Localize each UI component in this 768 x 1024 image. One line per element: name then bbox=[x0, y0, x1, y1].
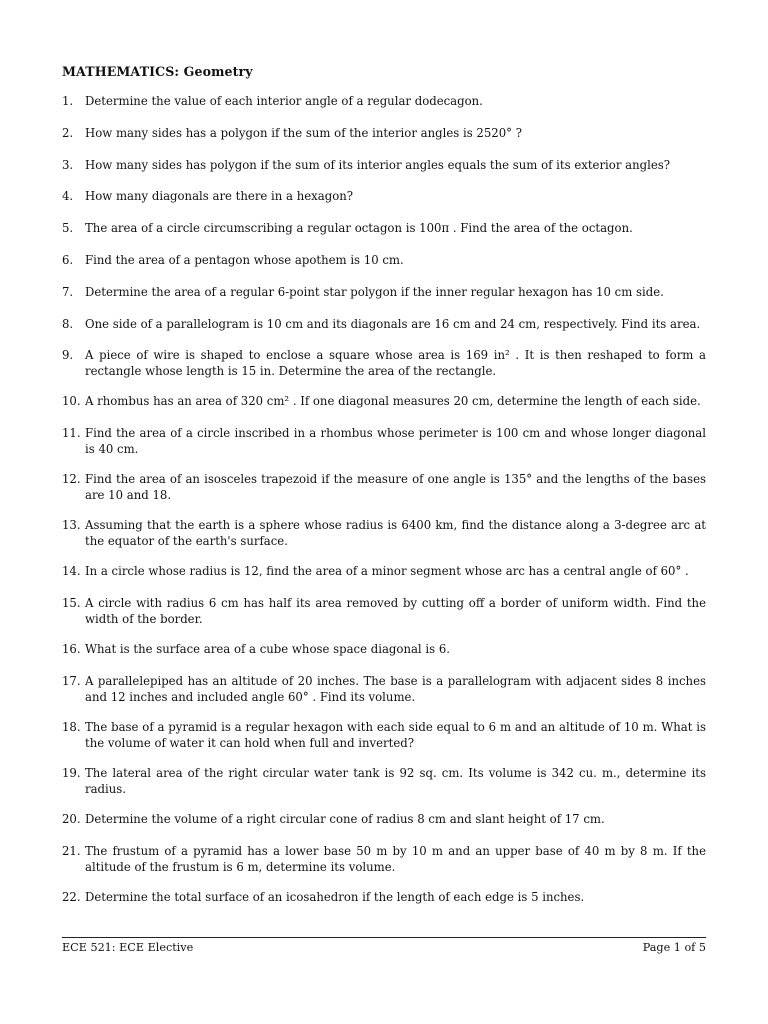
question-item bbox=[62, 425, 706, 457]
question-text: Determine the area of a regular 6-point star polygon if the inner regular hexagon has 10 cm side. bbox=[85, 284, 664, 299]
footer-course: ECE 521: ECE Elective bbox=[62, 941, 194, 954]
question-text: How many sides has polygon if the sum of its interior angles equals the sum of its exterior angles? bbox=[85, 157, 671, 172]
question-number: 3. bbox=[62, 157, 74, 172]
question-number: 8. bbox=[62, 316, 74, 331]
question-item bbox=[62, 393, 706, 409]
question-number: 15. bbox=[62, 595, 81, 610]
question-text: In a circle whose radius is 12, find the area of a minor segment whose arc has a central angle of 60° . bbox=[85, 564, 689, 579]
question-number: 19. bbox=[62, 765, 81, 780]
question-item bbox=[62, 252, 706, 268]
question-text: Find the area of a pentagon whose apothem is 10 cm. bbox=[85, 252, 404, 267]
question-number: 21. bbox=[62, 843, 81, 858]
question-item bbox=[62, 157, 706, 173]
question-text: A circle with radius 6 cm has half its area removed by cutting off a border of uniform width. Find the width of the border. bbox=[85, 595, 706, 626]
question-item bbox=[62, 125, 706, 141]
question-text: Determine the total surface of an icosahedron if the length of each edge is 5 inches. bbox=[85, 889, 585, 904]
question-item bbox=[62, 316, 706, 332]
question-item bbox=[62, 93, 706, 109]
document-page bbox=[62, 64, 706, 920]
question-number: 17. bbox=[62, 673, 81, 688]
page-footer bbox=[62, 937, 706, 954]
question-text: A piece of wire is shaped to enclose a square whose area is 169 in² . It is then reshaped to form a rectangle whose length is 15 in. Determine the area of the rectangle. bbox=[85, 348, 706, 379]
question-number: 18. bbox=[62, 719, 81, 734]
question-number: 9. bbox=[62, 348, 74, 363]
question-item bbox=[62, 641, 706, 657]
question-item bbox=[62, 595, 706, 627]
question-text: One side of a parallelogram is 10 cm and its diagonals are 16 cm and 24 cm, respectively. Find its area. bbox=[85, 316, 701, 331]
question-number: 14. bbox=[62, 564, 81, 579]
question-text: The base of a pyramid is a regular hexagon with each side equal to 6 m and an altitude of 10 m. What is the volume of water it can hold when full and inverted? bbox=[85, 719, 706, 750]
question-item bbox=[62, 284, 706, 300]
question-number: 22. bbox=[62, 889, 81, 904]
question-item bbox=[62, 517, 706, 549]
question-number: 13. bbox=[62, 518, 81, 533]
question-number: 6. bbox=[62, 252, 74, 267]
question-number: 10. bbox=[62, 394, 81, 409]
question-text: A rhombus has an area of 320 cm² . If one diagonal measures 20 cm, determine the length of each side. bbox=[85, 394, 701, 409]
question-item bbox=[62, 673, 706, 705]
question-text: Determine the volume of a right circular cone of radius 8 cm and slant height of 17 cm. bbox=[85, 811, 605, 826]
question-item bbox=[62, 471, 706, 503]
question-text: Find the area of an isosceles trapezoid if the measure of one angle is 135° and the lengths of the bases are 10 and 18. bbox=[85, 472, 706, 503]
question-text: What is the surface area of a cube whose space diagonal is 6. bbox=[85, 641, 450, 656]
question-number: 5. bbox=[62, 221, 74, 236]
footer-page-number: Page 1 of 5 bbox=[642, 941, 706, 954]
question-number: 7. bbox=[62, 284, 74, 299]
question-text: Determine the value of each interior angle of a regular dodecagon. bbox=[85, 94, 483, 108]
question-item bbox=[62, 188, 706, 204]
question-text: The frustum of a pyramid has a lower base 50 m by 10 m and an upper base of 40 m by 8 m. If the altitude of the frustum is 6 m, determine its volume. bbox=[85, 843, 706, 874]
question-item bbox=[62, 843, 706, 875]
question-list bbox=[62, 93, 706, 905]
question-number: 2. bbox=[62, 125, 74, 140]
question-text: The lateral area of the right circular water tank is 92 sq. cm. Its volume is 342 cu. m., determine its radius. bbox=[85, 765, 706, 796]
question-text: How many sides has a polygon if the sum of the interior angles is 2520° ? bbox=[85, 125, 522, 140]
question-item bbox=[62, 347, 706, 379]
question-item bbox=[62, 811, 706, 827]
question-number: 11. bbox=[62, 426, 81, 441]
question-number: 12. bbox=[62, 472, 81, 487]
question-number: 16. bbox=[62, 641, 81, 656]
question-text: Assuming that the earth is a sphere whose radius is 6400 km, find the distance along a 3-degree arc at the equator of the earth's surface. bbox=[85, 518, 706, 549]
question-text: How many diagonals are there in a hexagon? bbox=[85, 189, 354, 204]
question-item bbox=[62, 563, 706, 579]
question-text: A parallelepiped has an altitude of 20 inches. The base is a parallelogram with adjacent sides 8 inches and 12 inches and included angle 60° . Find its volume. bbox=[85, 673, 706, 704]
question-text: Find the area of a circle inscribed in a rhombus whose perimeter is 100 cm and whose longer diagonal is 40 cm. bbox=[85, 426, 706, 457]
question-item bbox=[62, 765, 706, 797]
question-number: 1. bbox=[62, 94, 74, 108]
question-item bbox=[62, 889, 706, 905]
question-number: 20. bbox=[62, 811, 81, 826]
question-text: The area of a circle circumscribing a regular octagon is 100π . Find the area of the octagon. bbox=[85, 221, 633, 236]
page-title: MATHEMATICS: Geometry bbox=[62, 64, 253, 79]
question-number: 4. bbox=[62, 189, 74, 204]
question-item bbox=[62, 719, 706, 751]
question-item bbox=[62, 220, 706, 236]
